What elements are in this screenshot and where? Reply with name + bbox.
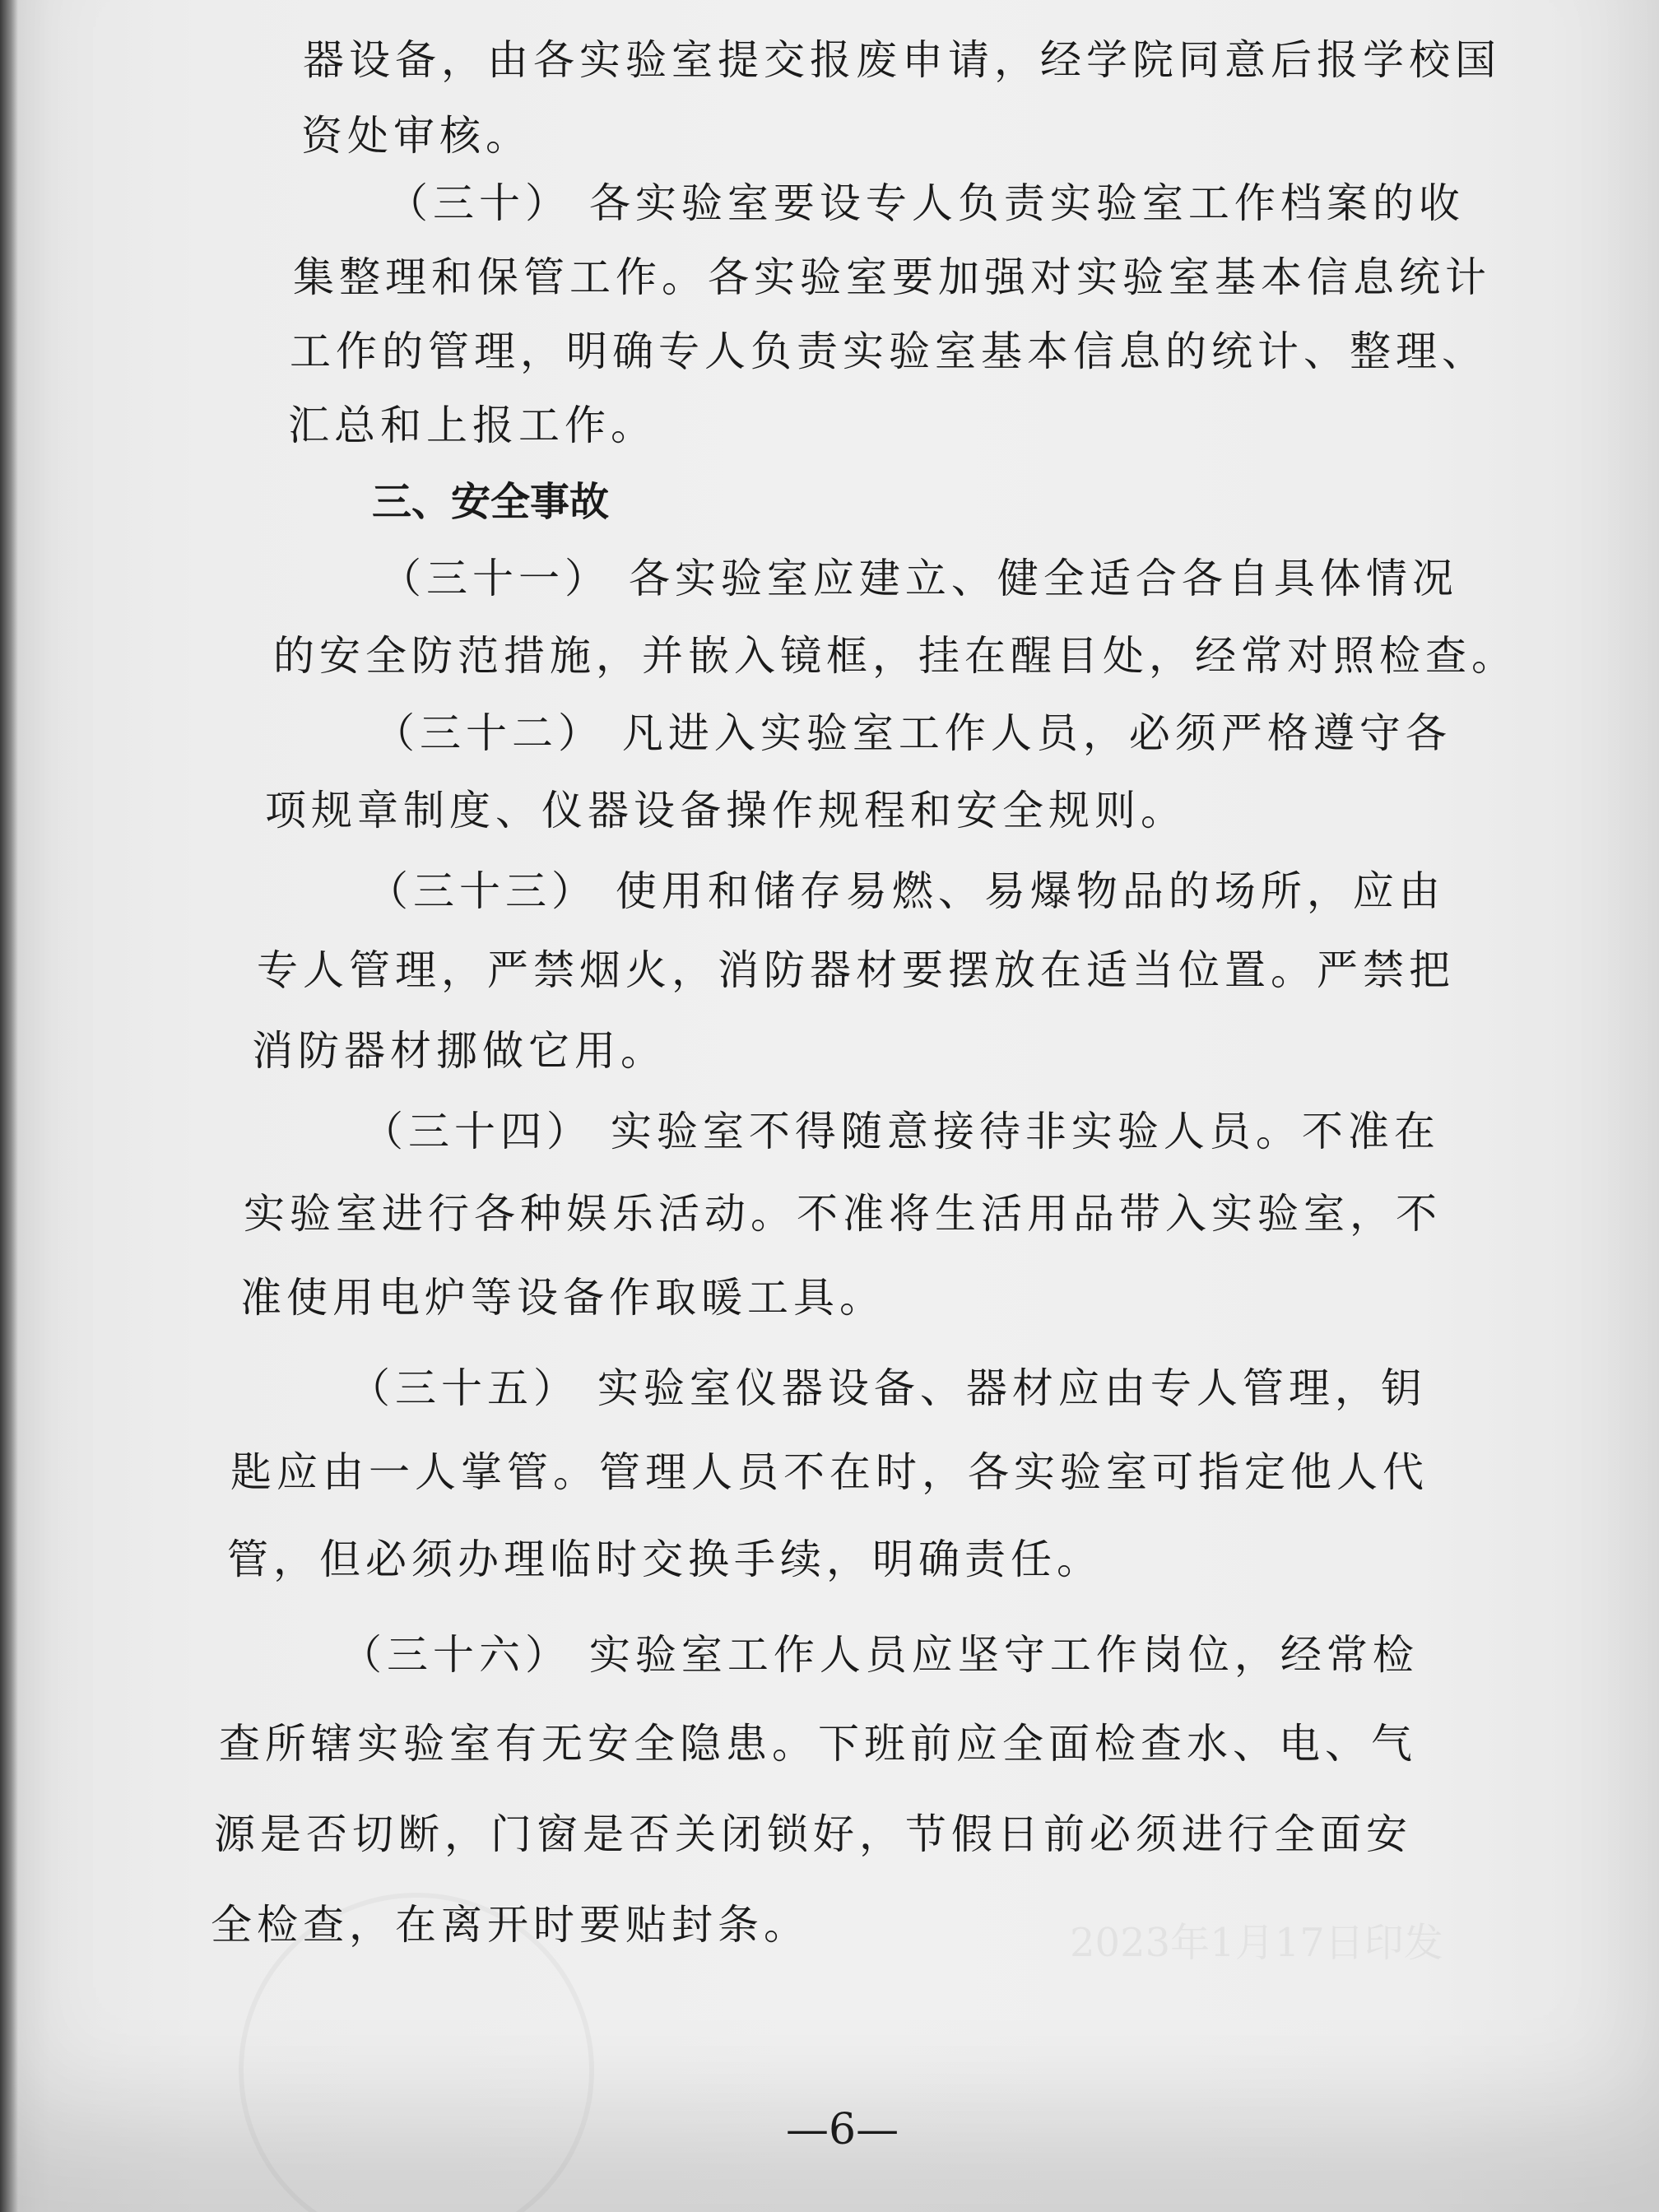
text-line-2: 资处审核。 xyxy=(301,112,532,160)
clause-35-line-2: 匙应由一人掌管。管理人员不在时，各实验室可指定他人代 xyxy=(230,1448,1429,1496)
clause-33-line-3: 消防器材挪做它用。 xyxy=(252,1027,667,1075)
clause-30-line-1: （三十） 各实验室要设专人负责实验室工作档案的收 xyxy=(387,179,1465,227)
page-edge-shadow xyxy=(0,0,18,2212)
clause-36-line-4: 全检查，在离开时要贴封条。 xyxy=(211,1901,810,1949)
clause-36-line-1: （三十六） 实验室工作人员应坚守工作岗位，经常检 xyxy=(341,1631,1419,1679)
section-heading-safety-accidents: 三、安全事故 xyxy=(372,479,610,525)
clause-32-line-2: 项规章制度、仪器设备操作规程和安全规则。 xyxy=(265,787,1187,834)
clause-33-line-2: 专人管理，严禁烟火，消防器材要摆放在适当位置。严禁把 xyxy=(257,946,1455,994)
clause-30-line-4: 汇总和上报工作。 xyxy=(288,402,657,449)
clause-34-line-2: 实验室进行各种娱乐活动。不准将生活用品带入实验室，不 xyxy=(244,1190,1442,1238)
clause-35-line-1: （三十五） 实验室仪器设备、器材应由专人管理，钥 xyxy=(349,1364,1427,1412)
clause-36-line-2: 查所辖实验室有无安全隐患。下班前应全面检查水、电、气 xyxy=(219,1720,1417,1768)
clause-30-line-2: 集整理和保管工作。各实验室要加强对实验室基本信息统计 xyxy=(293,253,1491,301)
clause-33-line-1: （三十三） 使用和储存易燃、易爆物品的场所，应由 xyxy=(367,867,1445,915)
clause-35-line-3: 管，但必须办理临时交换手续，明确责任。 xyxy=(227,1536,1103,1583)
clause-30-line-3: 工作的管理，明确专人负责实验室基本信息的统计、整理、 xyxy=(290,328,1488,375)
text-line-1: 器设备，由各实验室提交报废申请，经学院同意后报学校国 xyxy=(303,36,1501,84)
page-number: —6— xyxy=(786,2105,899,2154)
clause-34-line-1: （三十四） 实验室不得随意接待非实验人员。不准在 xyxy=(362,1108,1440,1155)
clause-36-line-3: 源是否切断，门窗是否关闭锁好，节假日前必须进行全面安 xyxy=(214,1810,1412,1858)
clause-32-line-1: （三十二） 凡进入实验室工作人员，必须严格遵守各 xyxy=(374,709,1452,757)
clause-31-line-1: （三十一） 各实验室应建立、健全适合各自具体情况 xyxy=(380,555,1458,602)
clause-34-line-3: 准使用电炉等设备作取暖工具。 xyxy=(240,1274,885,1322)
clause-31-line-2: 的安全防范措施，并嵌入镜框，挂在醒目处，经常对照检查。 xyxy=(273,632,1517,680)
bleed-through-date: 2023年1月17日印发 xyxy=(1070,1920,1443,1966)
